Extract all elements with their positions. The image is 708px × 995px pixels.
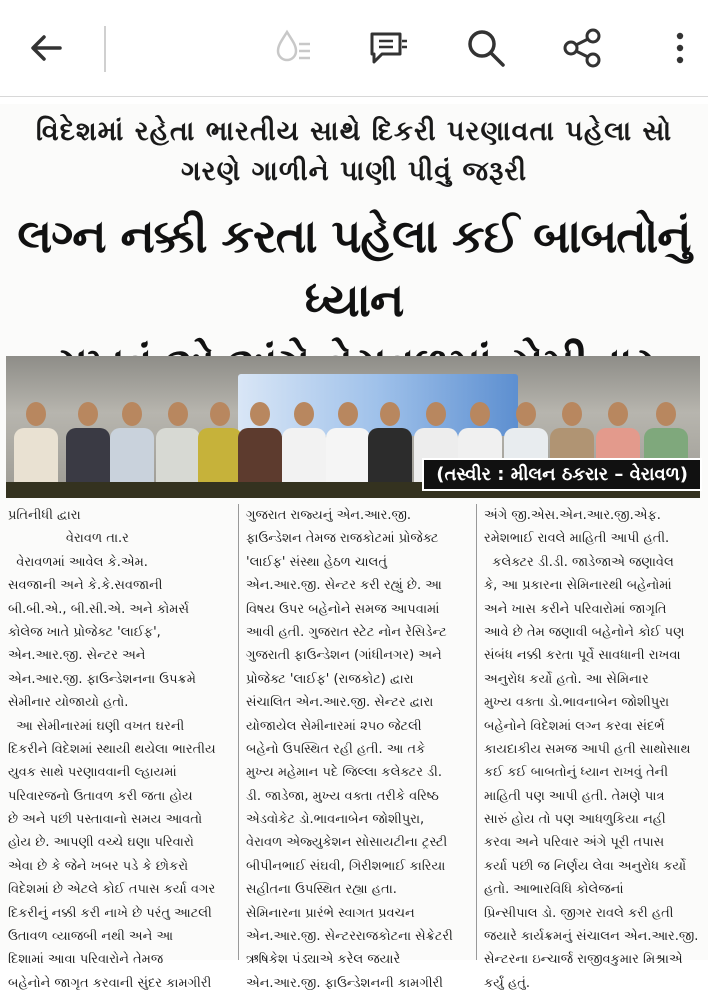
article-text-line: પરિવારજનો ઉતાવળ કરી જતા હોય: [8, 788, 193, 804]
article-text-line: અંગે જી.એસ.એન.આર.જી.એફ.: [484, 508, 661, 523]
article-text-line: હોય છે. આપણી વચ્ચે ઘણા પરિવારો: [8, 835, 194, 851]
toolbar-divider: [104, 26, 106, 72]
article-text-line: ગુજરાત રાજ્યનું એન.આર.જી.: [246, 508, 412, 523]
article-text-line: રમેશભાઈ રાવલે માહિતી આપી હતી.: [484, 531, 670, 547]
article-text-line: સહીતના ઉપસ્થિત રહ્યા હતા.: [246, 882, 397, 898]
newspaper-clipping: [0, 104, 708, 991]
article-text-line: એન.આર.જી. ફાઉન્ડેશનના ઉપક્રમે: [8, 671, 196, 687]
article-text-line: વિષય ઉપર બહેનોને સમજ આપવામાં: [246, 601, 440, 617]
comment-icon: [366, 26, 410, 70]
article-text-line: યુવક સાથે પરણાવવાની લ્હાયમાં: [8, 765, 177, 781]
article-text-line: જયારે કાર્યક્રમનું સંચાલન એન.આર.જી.: [484, 929, 699, 945]
article-text-line: વેરાવળ તા.ર: [8, 531, 129, 547]
article-text-line: ગુજરાતી ફાઉન્ડેશન (ગાંધીનગર) અને: [246, 648, 442, 664]
article-text-line: બહેનોને જાગૃત કરવાની સુંદર કામગીરી: [8, 975, 212, 991]
article-text-line: કલેક્ટર ડી.ડી. જાડેજાએ જણાવેલ: [484, 554, 674, 570]
article-text-line: માહિતી પણ આપી હતી. તેમણે પાત્ર: [484, 788, 665, 804]
overflow-menu-button[interactable]: [654, 22, 706, 74]
kicker-line: વિદેશમાં રહેતા ભારતીય સાથે દિકરી પરણાવતા પહેલા સો: [35, 116, 673, 147]
article-text-line: કર્યું હતું.: [484, 975, 530, 991]
article-text-line: સવજાની અને કે.કે.સવજાની: [8, 578, 163, 594]
search-button[interactable]: [460, 22, 512, 74]
article-text-line: કર્યા પછી જ નિર્ણય લેવા અનુરોધ કર્યો: [484, 858, 687, 874]
article-text-line: દિશામાં આવા પરિવારોને તેમજ: [8, 952, 164, 968]
article-text-line: ઉતાવળ વ્યાજબી નથી અને આ: [8, 929, 173, 945]
photo-caption: (તસ્વીર : મીલન ઠકરાર – વેરાવળ): [422, 458, 702, 491]
article-text-line: વેરાવળમાં આવેલ કે.એમ.: [8, 554, 148, 570]
article-text-line: કરવા અને પરિવાર અંગે પૂરી તપાસ: [484, 835, 665, 851]
article-text-line: એન.આર.જી. સેન્ટર અને: [8, 648, 146, 664]
article-text-line: કે, આ પ્રકારના સેમિનારથી બહેનોમાં: [484, 578, 672, 594]
article-text-line: બહેનો ઉપસ્થિત રહી હતી. આ તકે: [246, 741, 426, 757]
article-text-line: બીપીનભાઈ સંઘવી, ગિરીશભાઈ કારિયા: [246, 858, 446, 874]
more-vertical-icon: [658, 26, 702, 70]
article-text-line: મુખ્ય વક્તા ડો.ભાવનાબેન જોશીપુરા: [484, 695, 670, 711]
article-text-line: કઈ કઈ બાબતોનું ધ્યાન રાખવું તેની: [484, 765, 669, 781]
article-text-line: કોલેજ ખાતે પ્રોજેક્ટ 'લાઈફ',: [8, 624, 161, 640]
article-text-line: પ્રોજેક્ટ 'લાઈફ' (રાજકોટ) દ્વારા: [246, 671, 414, 687]
article-text-line: એવા છે કે જેને ખબર પડે કે છોકરો: [8, 858, 189, 874]
article-text-line: હતો. આભારવિધિ કોલેજનાં: [484, 882, 624, 898]
comment-button[interactable]: [362, 22, 414, 74]
article-text-line: 'લાઈફ' સંસ્થા હેઠળ ચાલતું: [246, 554, 387, 570]
article-kicker: [0, 112, 708, 192]
search-icon: [464, 26, 508, 70]
article-text-line: અનુરોધ કર્યો હતો. આ સેમિનાર: [484, 671, 649, 687]
article-text-line: સેમીનાર યોજાયો હતો.: [8, 695, 129, 711]
article-text-line: બહેનોને વિદેશમાં લગ્ન કરવા સંદર્ભ: [484, 718, 665, 734]
article-text-line: આવી હતી. ગુજરાત સ્ટેટ નોન રેસિડેન્ટ: [246, 624, 447, 640]
article-text-line: આ સેમીનારમાં ઘણી વખત ઘરની: [8, 718, 185, 734]
article-text-line: કાયદાકીય સમજ આપી હતી સાથોસાથ: [484, 741, 691, 757]
article-column-1: [8, 504, 232, 995]
article-text-line: વેરાવળ એજ્યુકેશન સોસાયટીના ટ્રસ્ટી: [246, 835, 448, 851]
article-text-line: એન.આર.જી. સેન્ટરરાજકોટના સેક્રેટરી: [246, 929, 453, 945]
article-text-line: સંચાલિત એન.આર.જી. સેન્ટર દ્વારા: [246, 695, 434, 711]
article-text-line: સેન્ટરના ઇન્ચાર્જ રાજીવકુમાર મિશ્રાએ: [484, 952, 683, 968]
article-text-line: એન.આર.જી. સેન્ટર કરી રહ્યું છે. આ: [246, 578, 442, 594]
article-text-line: એડવોકેટ ડો.ભાવનાબેન જોશીપુરા,: [246, 812, 425, 828]
article-text-line: છે અને પછી પસ્તાવાનો સમય આવતો: [8, 812, 203, 828]
arrow-left-icon: [26, 28, 66, 68]
article-text-line: યોજાયેલ સેમીનારમાં ૨૫૦ જેટલી: [246, 718, 422, 734]
article-text-line: આવે છે તેમ જણાવી બહેનોને કોઈ પણ: [484, 624, 685, 640]
article-text-line: દિકરીનું નક્કી કરી નાખે છે પરંતુ આટલી: [8, 905, 212, 921]
column-divider: [238, 504, 239, 960]
article-column-2: [246, 504, 470, 995]
article-column-3: [484, 504, 708, 995]
back-button[interactable]: [20, 22, 72, 74]
column-divider: [476, 504, 477, 960]
article-text-line: સારું હોય તો પણ આધળુકિયા નહી: [484, 812, 666, 828]
text-size-button[interactable]: [268, 22, 320, 74]
share-button[interactable]: [556, 22, 608, 74]
drop-text-icon: [272, 26, 316, 70]
article-text-line: પ્રતિનીધી દ્વારા: [8, 508, 81, 523]
article-text-line: ડી. જાડેજા, મુખ્ય વક્તા તરીકે વરિષ્ઠ: [246, 788, 439, 804]
article-text-line: મુખ્ય મહેમાન પદે જિલ્લા કલેક્ટર ડી.: [246, 765, 443, 781]
article-text-line: ફાઉન્ડેશન તેમજ રાજકોટમાં પ્રોજેક્ટ: [246, 531, 439, 547]
article-text-line: અને ખાસ કરીને પરિવારોમાં જાગૃતિ: [484, 601, 667, 617]
article-text-line: બી.બી.એ., બી.સી.એ. અને કોમર્સ: [8, 601, 190, 617]
article-text-line: એન.આર.જી. ફાઉન્ડેશનની કામગીરી: [246, 975, 443, 991]
article-text-line: વિદેશમાં છે એટલે કોઈ તપાસ કર્યા વગર: [8, 882, 216, 898]
article-text-line: પ્રિન્સીપાલ ડો. જીગર રાવલે કરી હતી: [484, 905, 674, 921]
headline-line: લગ્ન નક્કી કરતા પહેલા કઈ બાબતોનું ધ્યાન: [17, 209, 691, 327]
article-text-line: દિકરીને વિદેશમાં સ્થાયી થયેલા ભારતીય: [8, 741, 216, 757]
app-toolbar: [0, 0, 708, 97]
kicker-line: ગરણે ગાળીને પાણી પીવું જરૂરી: [180, 156, 528, 187]
article-text-line: સેમિનારના પ્રારંભે સ્વાગત પ્રવચન: [246, 905, 415, 921]
share-icon: [560, 26, 604, 70]
article-text-line: ઋષિકેશ પંડ્યાએ કરેલ જયારે: [246, 952, 401, 968]
article-text-line: સંબંધ નક્કી કરતા પૂર્વે સાવધાની રાખવા: [484, 648, 681, 664]
